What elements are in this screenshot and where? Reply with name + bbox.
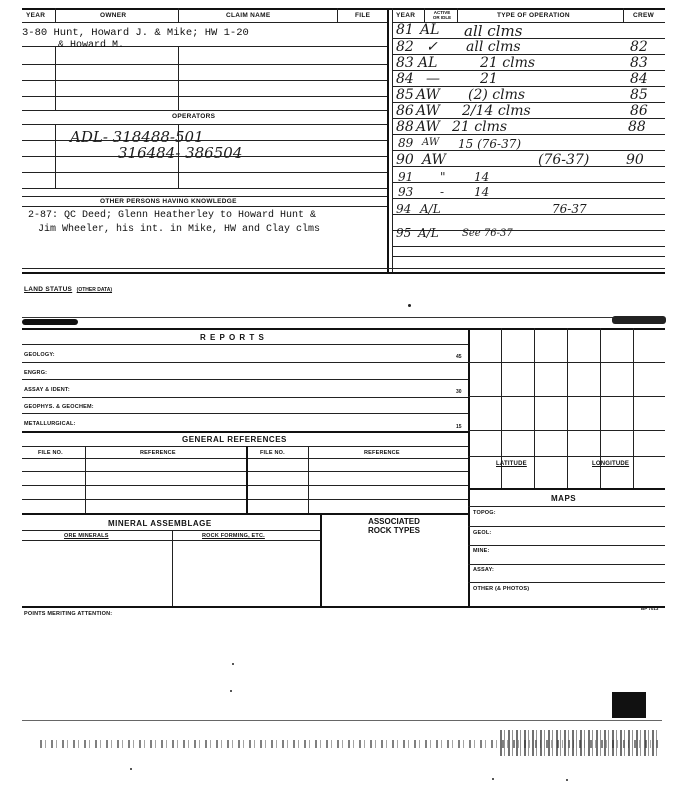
- col-crew-header: CREW: [633, 12, 655, 19]
- log-row: 82 ✓ all clms 82: [396, 39, 648, 55]
- ore-minerals-label: ORE MINERALS: [64, 533, 109, 539]
- owner-co-owner: & Howard M.: [58, 40, 125, 51]
- map-geol: GEOL:: [473, 530, 492, 536]
- ref-col-reference-2: REFERENCE: [364, 450, 400, 456]
- maps-title: MAPS: [551, 494, 577, 503]
- ref-col-file-no: FILE NO.: [38, 450, 63, 456]
- reports-title: R E P O R T S: [200, 333, 265, 342]
- map-mine: MINE:: [473, 548, 490, 554]
- col-year-header: YEAR: [26, 12, 46, 19]
- report-geology-num: 45: [456, 354, 462, 360]
- operators-line-2: 316484- 386504: [118, 144, 243, 162]
- other-persons-line-2: Jim Wheeler, his int. in Mike, HW and Clay clms: [38, 224, 321, 235]
- log-row: 88 AW 21 clms 88: [396, 119, 646, 135]
- log-row: 86 AW 2/14 clms 86: [396, 103, 648, 119]
- log-row: 81 AL all clms: [396, 22, 523, 40]
- log-row: 93 - 14: [398, 185, 490, 199]
- latitude-label: LATITUDE: [496, 461, 527, 467]
- owner-claim-entry: 3-80 Hunt, Howard J. & Mike; HW 1-20: [22, 27, 249, 39]
- map-topog: TOPOG:: [473, 510, 496, 516]
- ref-col-reference: REFERENCE: [140, 450, 176, 456]
- report-metallurgical: METALLURGICAL:: [24, 421, 76, 427]
- ref-col-file-no-2: FILE NO.: [260, 450, 285, 456]
- report-geology: GEOLOGY:: [24, 352, 55, 358]
- report-assay: ASSAY & IDENT:: [24, 387, 70, 393]
- operators-label: OPERATORS: [172, 113, 216, 120]
- col-type-operation-header: TYPE OF OPERATION: [497, 12, 570, 19]
- col-active-idle-header: ACTIVE OR IDLE: [432, 10, 452, 20]
- report-metallurgical-num: 15: [456, 424, 462, 430]
- associated-rock-types: ASSOCIATED ROCK TYPES: [367, 517, 420, 535]
- col-claim-name-header: CLAIM NAME: [226, 12, 271, 19]
- log-row: 91 " 14: [398, 170, 490, 184]
- general-references-title: GENERAL REFERENCES: [182, 435, 287, 444]
- rock-forming-label: ROCK FORMING, ETC.: [202, 533, 265, 539]
- report-assay-num: 30: [456, 389, 462, 395]
- other-persons-label: OTHER PERSONS HAVING KNOWLEDGE: [100, 198, 237, 205]
- land-status-heading: LAND STATUS (OTHER DATA): [24, 286, 113, 293]
- log-row: 95 A/L See 76-37: [396, 226, 513, 240]
- report-geophys: GEOPHYS. & GEOCHEM:: [24, 404, 94, 410]
- col-file-header: FILE: [355, 12, 371, 19]
- log-row: 85 AW (2) clms 85: [396, 87, 648, 103]
- mineral-assemblage-title: MINERAL ASSEMBLAGE: [108, 519, 212, 528]
- log-row: 89 AW 15 (76-37): [398, 136, 522, 151]
- log-row: 84 — 21 84: [396, 71, 648, 87]
- col-owner-header: OWNER: [100, 12, 127, 19]
- longitude-label: LONGITUDE: [592, 461, 630, 467]
- col-year2-header: YEAR: [396, 12, 416, 19]
- points-meriting-attention: POINTS MERITING ATTENTION:: [24, 611, 113, 617]
- log-row: 94 A/L 76-37: [396, 202, 587, 216]
- log-row: 83 AL 21 clms 83: [396, 55, 648, 71]
- log-row: 90 AW (76-37) 90: [396, 152, 644, 168]
- operators-line-1: ADL- 318488-501: [70, 128, 204, 146]
- report-engrg: ENGRG:: [24, 370, 48, 376]
- other-persons-line-1: 2-87: QC Deed; Glenn Heatherley to Howard Hunt &: [28, 210, 317, 221]
- map-assay: ASSAY:: [473, 567, 495, 573]
- map-other-photos: OTHER (& PHOTOS): [473, 586, 530, 592]
- form-code: BP 7013: [641, 606, 659, 611]
